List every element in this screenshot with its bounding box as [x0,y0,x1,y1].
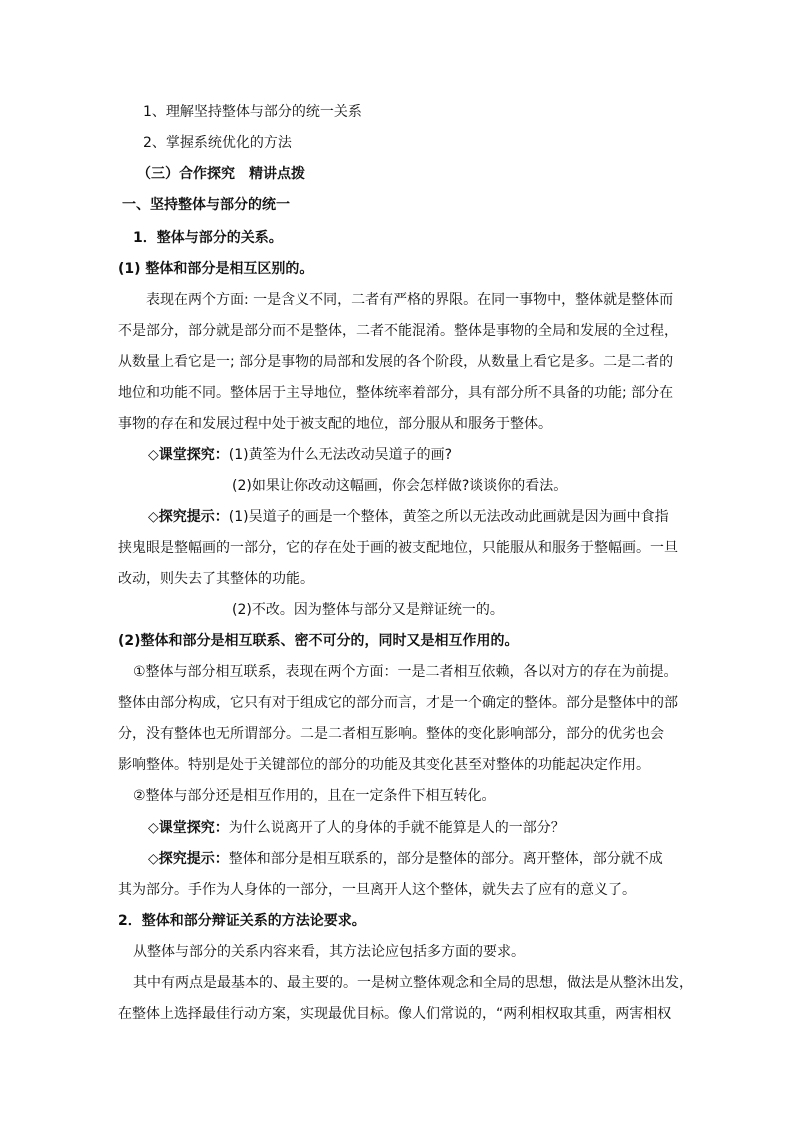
objective-2: 2、掌握系统优化的方法 [143,135,292,151]
inquiry-text: (1)黄筌为什么无法改动吴道子的画? [228,447,453,463]
paragraph-line: 从数量上看它是一; 部分是事物的局部和发展的各个阶段，从数量上看它是多。二是二者的 [118,354,674,370]
paragraph-line: 从整体与部分的关系内容来看，其方法论应包括多方面的要求。 [133,944,525,960]
paragraph-line: 影响整体。特别是处于关键部位的部分的功能及其变化甚至对整体的功能起决定作用。 [118,757,650,773]
point-heading-1: 1．整体与部分的关系。 [133,230,283,246]
paragraph-line: 在整体上选择最佳行动方案，实现最优目标。像人们常说的，“两利相权取其重，两害相权 [118,1006,672,1022]
paragraph-line: 地位和功能不同。整体居于主导地位，整体统率着部分，具有部分所不具备的功能; 部分在 [118,385,674,401]
inquiry-label: ◇课堂探究： [148,820,229,836]
paragraph-line: 分，没有整体也无所谓部分。二是二者相互影响。整体的变化影响部分，部分的优劣也会 [118,726,664,742]
class-inquiry-2 [148,818,708,838]
inquiry-hint-2 [148,849,708,869]
paragraph-line: 表现在两个方面: 一是含义不同，二者有严格的界限。在同一事物中，整体就是整体而 [146,292,674,308]
subsection-heading: 一、坚持整体与部分的统一 [122,197,290,213]
inquiry-question-2: (2)如果让你改动这幅画，你会怎样做?谈谈你的看法。 [232,478,568,494]
paragraph-line: 挟鬼眼是整幅画的一部分，它的存在处于画的被支配地位，只能服从和服务于整幅画。一旦 [118,540,678,556]
objective-1: 1、理解坚持整体与部分的统一关系 [143,104,362,120]
paragraph-line: 其中有两点是最基本的、最主要的。一是树立整体观念和全局的思想，做法是从整沐出发， [133,975,693,991]
hint-text: 整体和部分是相互联系的，部分是整体的部分。离开整体，部分就不成 [228,851,663,867]
paragraph-line: 不是部分，部分就是部分而不是整体，二者不能混淆。整体是事物的全局和发展的全过程， [118,323,678,339]
point-heading-2: 2．整体和部分辩证关系的方法论要求。 [118,913,366,929]
paragraph-line: 整体由部分构成，它只有对于组成它的部分而言，才是一个确定的整体。部分是整体中的部 [118,695,678,711]
inquiry-text: 为什么说离开了人的身体的手就不能算是人的一部分？ [228,820,565,836]
paragraph-line: 其为部分。手作为人身体的一部分，一旦离开人这个整体，就失去了应有的意义了。 [118,882,636,898]
inquiry-hint-1 [148,507,708,527]
hint-answer-2: (2)不改。因为整体与部分又是辩证统一的。 [232,602,504,618]
subpoint-heading-1: (1) 整体和部分是相互区别的。 [118,261,314,277]
hint-label: ◇探究提示： [148,851,229,867]
paragraph-line: ①整体与部分相互联系，表现在两个方面：一是二者相互依赖，各以对方的存在为前提。 [133,664,678,680]
class-inquiry-1 [148,445,708,465]
paragraph-line: 改动，则失去了其整体的功能。 [118,571,314,587]
subpoint-heading-2: (2)整体和部分是相互联系、密不可分的，同时又是相互作用的。 [118,633,519,649]
hint-label: ◇探究提示： [148,509,229,525]
paragraph-line: ②整体与部分还是相互作用的，且在一定条件下相互转化。 [133,788,496,804]
inquiry-label: ◇课堂探究： [148,447,229,463]
section-heading: （三）合作探究 精讲点拨 [137,166,305,182]
paragraph-line: 事物的存在和发展过程中处于被支配的地位，部分服从和服务于整体。 [118,416,552,432]
hint-text: (1)吴道子的画是一个整体，黄筌之所以无法改动此画就是因为画中食指 [228,509,669,525]
